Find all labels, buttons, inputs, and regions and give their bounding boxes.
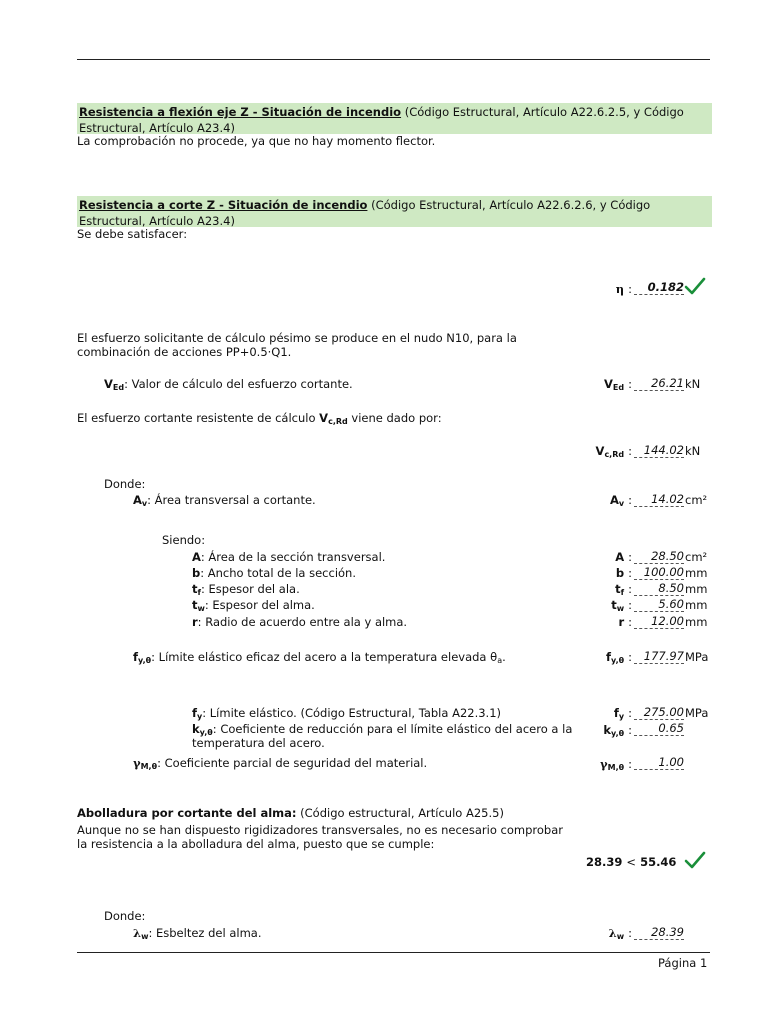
combo-text-2: combinación de acciones PP+0.5·Q1. [77,345,292,359]
ved-row: $V_{Ed}$: Valor de cálculo del esfuerzo cortante. [104,377,353,392]
check-icon [684,850,706,870]
A-desc: : Área de la sección transversal. [200,550,386,564]
ved-value: 26.21 [634,377,684,391]
b-label: b : [615,566,632,580]
compare-expression [586,855,676,869]
av-value: 14.02 [634,493,684,507]
tw-value: 5.60 [634,598,684,612]
ky0-row: $k_{y,\theta}$: Coeficiente de reducción para el límite elástico del acero a la [192,722,573,737]
ky0-desc-2: temperatura del acero. [192,736,325,750]
siendo-label: Siendo: [162,533,206,547]
fy-row: $f_y$: Límite elástico. (Código Estructural, Tabla A22.3.1) [192,706,502,721]
gm0-row: $\gamma_{M,\theta}$: Coeficiente parcial de seguridad del material. [133,756,428,771]
lw-row: $\lambda_w$: Esbeltez del alma. [133,926,262,941]
ved-unit: kN [685,377,701,391]
abolladura-donde: Donde: [104,909,146,923]
fy0-value: 177.97 [634,650,684,664]
tw-label: $t_w$ : [611,598,632,613]
combo-text-1: El esfuerzo solicitante de cálculo pésimo se produce en el nudo N10, para la [77,331,517,345]
compare-op: < [626,855,637,869]
r-desc: : Radio de acuerdo entre ala y alma. [197,615,408,629]
tf-unit: mm [685,582,708,596]
b-value: 100.00 [634,566,684,580]
fy-unit: MPa [685,706,709,720]
b-desc: : Ancho total de la sección. [200,566,356,580]
tf-row: $t_f$: Espesor del ala. [192,582,300,597]
vcrd-unit: kN [685,444,701,458]
gm0-desc: : Coeficiente parcial de seguridad del material. [157,756,428,770]
vcrd-text: El esfuerzo cortante resistente de cálculo $V_{c,Rd}$ viene dado por: [77,411,442,426]
fy0-unit: MPa [685,650,709,664]
tf-value: 8.50 [634,582,684,596]
eta-value: 0.182 [634,281,684,295]
av-unit: cm² [685,493,708,507]
tw-row: $t_w$: Espesor del alma. [192,598,315,613]
corte-ref: (Código Estructural, Artículo A22.6.2.6, y Código Estructural, Artículo A23.4) [79,198,651,228]
ky0-value: 0.65 [634,722,684,736]
lw-label: $\lambda_w$ : [608,926,632,941]
eta-label: η : [615,282,632,296]
corte-header [77,196,712,227]
A-unit: cm² [685,550,708,564]
abolladura-text-1: Aunque no se han dispuesto rigidizadores transversales, no es necesario comprobar [77,823,563,837]
donde-label: Donde: [104,477,146,491]
fy-label: $f_y$ : [613,706,632,721]
fy0-row: $f_{y,\theta}$: Límite elástico eficaz del acero a la temperatura elevada $\theta_a$. [133,650,506,665]
tw-desc: : Espesor del alma. [204,598,315,612]
check-icon [684,276,706,296]
ved-desc: : Valor de cálculo del esfuerzo cortante. [124,377,353,391]
abolladura-text-2: la resistencia a la abolladura del alma, puesto que se cumple: [77,837,435,851]
r-unit: mm [685,615,708,629]
fy-desc: : Límite elástico. (Código Estructural, Tabla A22.3.1) [202,706,502,720]
flexion-text: La comprobación no procede, ya que no hay momento flector. [77,134,436,148]
r-value: 12.00 [634,615,684,629]
abolladura-ref: (Código estructural, Artículo A25.5) [296,806,504,820]
bottom-rule [77,952,710,953]
av-label: $A_v$ : [609,493,632,508]
flexion-title: Resistencia a flexión eje Z - Situación de incendio [79,105,402,119]
tw-unit: mm [685,598,708,612]
ky0-label: $k_{y,\theta}$ : [603,723,632,738]
ved-label: $V_{Ed}$ : [604,377,632,392]
gm0-value: 1.00 [634,756,684,770]
fy0-label: $f_{y,\theta}$ : [605,650,632,665]
page-number: Página 1 [658,956,708,970]
A-label: A : [615,550,632,564]
b-row: b: Ancho total de la sección. [192,566,356,580]
corte-title: Resistencia a corte Z - Situación de incendio [79,198,368,212]
tf-label: $t_f$ : [615,582,632,597]
A-row: A: Área de la sección transversal. [192,550,386,564]
compare-right: 55.46 [640,855,677,869]
r-row: r: Radio de acuerdo entre ala y alma. [192,615,408,629]
r-label: r : [618,615,632,629]
gm0-label: $\gamma_{M,\theta}$ : [600,757,632,772]
abolladura-header [77,806,504,820]
top-rule [77,59,710,60]
av-row: $A_v$: Área transversal a cortante. [133,493,316,508]
flexion-header [77,103,712,134]
corte-intro: Se debe satisfacer: [77,227,188,241]
lw-desc: : Esbeltez del alma. [148,926,262,940]
b-unit: mm [685,566,708,580]
vcrd-value: 144.02 [634,444,684,458]
av-desc: : Área transversal a cortante. [147,493,316,507]
A-value: 28.50 [634,550,684,564]
abolladura-title: Abolladura por cortante del alma: [77,806,297,820]
lw-value: 28.39 [634,926,684,940]
tf-desc: : Espesor del ala. [200,582,300,596]
ky0-desc-1: : Coeficiente de reducción para el límite elástico del acero a la [212,722,573,736]
compare-left: 28.39 [586,855,623,869]
fy-value: 275.00 [634,706,684,720]
fy0-desc: : Límite elástico eficaz del acero a la temperatura elevada θ [151,650,498,664]
vcrd-label: $V_{c,Rd}$ : [595,444,632,459]
flexion-ref: (Código Estructural, Artículo A22.6.2.5, y Código Estructural, Artículo A23.4) [79,105,684,135]
